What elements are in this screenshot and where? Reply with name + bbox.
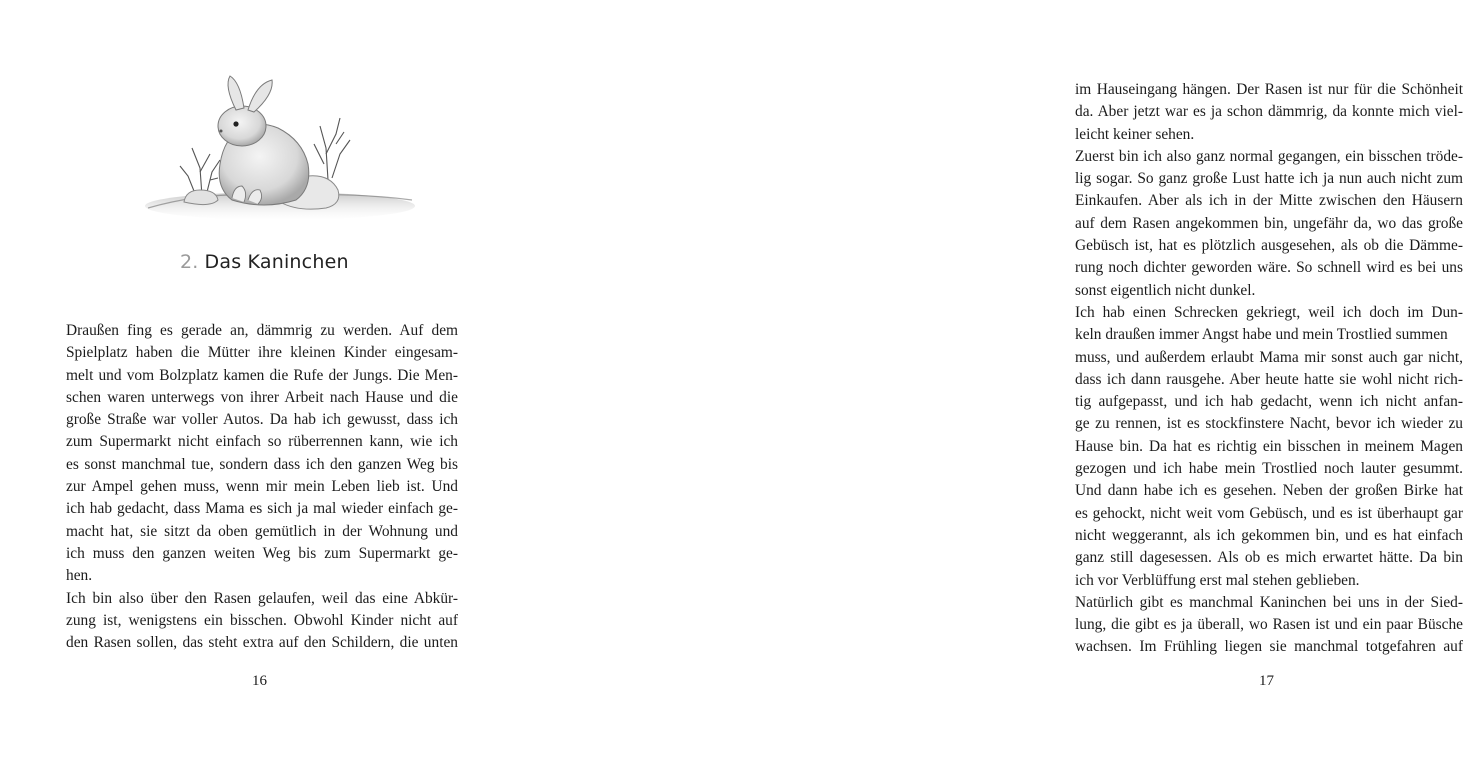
text-line: ich vor Verblüffung erst mal stehen geblieben. (1075, 571, 1360, 589)
text-line: rung noch dichter geworden wäre. So schnell wird es bei uns (1075, 259, 1463, 277)
text-line: große Straße war voller Autos. Da hab ich gewusst, dass ich (66, 411, 458, 429)
text-line: hen. (66, 567, 93, 585)
text-line: tig aufgepasst, und ich hab gedacht, wenn ich nicht anfan- (1075, 393, 1463, 411)
page-number-right: 17 (1259, 673, 1274, 689)
text-line: Draußen fing es gerade an, dämmrig zu werden. Auf dem (66, 322, 458, 339)
left-page-text (66, 320, 458, 654)
chapter-heading (180, 251, 349, 273)
chapter-title: Das Kaninchen (204, 251, 349, 273)
text-line: Gebüsch ist, hat es plötzlich ausgesehen, als ob die Dämme- (1075, 237, 1463, 255)
text-line: auf dem Rasen angekommen bin, ungefähr da, wo das große (1075, 214, 1463, 232)
text-line: Und dann habe ich es gesehen. Neben der großen Birke hat (1075, 482, 1463, 500)
text-line: lig sogar. So ganz große Lust hatte ich ja nun auch nicht zum (1075, 170, 1463, 188)
text-line: Ich bin also über den Rasen gelaufen, weil das eine Abkür- (66, 589, 458, 607)
text-line: macht hat, sie sitzt da oben gemütlich in der Wohnung und (66, 522, 458, 540)
text-line: schen waren unterwegs von ihrer Arbeit nach Hause und die (66, 388, 458, 406)
text-line: dass ich dann rausgehe. Aber heute hatte sie wohl nicht rich- (1075, 370, 1463, 388)
text-line: zur Ampel gehen muss, wenn mir mein Leben lieb ist. Und (66, 478, 458, 496)
right-page (510, 0, 1463, 775)
text-line: da. Aber jetzt war es ja schon dämmrig, da konnte mich viel- (1075, 103, 1463, 121)
text-line: zung ist, wenigstens ein bisschen. Obwohl Kinder nicht auf (66, 611, 458, 629)
rabbit-illustration-icon (140, 68, 420, 233)
text-line: gezogen und ich habe mein Trostlied noch lauter gesummt. (1075, 460, 1463, 478)
text-line: leicht keiner sehen. (1075, 125, 1195, 143)
text-line: wachsen. Im Frühling liegen sie manchmal totgefahren auf (1075, 638, 1463, 656)
text-line: es gehockt, nicht weit vom Gebüsch, und es ist überhaupt gar (1075, 504, 1463, 522)
text-line: keln draußen immer Angst habe und mein Trostlied summen (1075, 326, 1448, 344)
text-line: sonst eigentlich nicht dunkel. (1075, 281, 1256, 299)
text-line: Ich hab einen Schrecken gekriegt, weil ich doch im Dun- (1075, 303, 1463, 321)
text-line: ganz still dagesessen. Als ob es mich erwartet hätte. Da bin (1075, 549, 1463, 567)
text-line: muss, und außerdem erlaubt Mama mir sonst auch gar nicht, (1075, 348, 1463, 366)
text-line: Spielplatz haben die Mütter ihre kleinen Kinder eingesam- (66, 344, 458, 362)
chapter-number: 2. (180, 251, 199, 273)
text-line: im Hauseingang hängen. Der Rasen ist nur für die Schönheit (1075, 81, 1463, 98)
text-line: es sonst manchmal tue, sondern dass ich den ganzen Weg bis (66, 455, 458, 473)
text-line: ich muss den ganzen weiten Weg bis zum Supermarkt ge- (66, 544, 458, 562)
right-page-text (1075, 79, 1463, 659)
text-line: melt und vom Bolzplatz kamen die Rufe der Jungs. Die Men- (66, 366, 458, 384)
text-line: ich hab gedacht, dass Mama es sich ja mal wieder einfach ge- (66, 500, 458, 518)
text-line: lung, die gibt es ja überall, wo Rasen ist und ein paar Büsche (1075, 616, 1463, 634)
text-line: nicht weggerannt, als ich gekommen bin, und es hat einfach (1075, 526, 1463, 544)
text-line: ge zu rennen, ist es stockfinstere Nacht, bevor ich wieder zu (1075, 415, 1463, 433)
text-line: Zuerst bin ich also ganz normal gegangen, ein bisschen tröde- (1075, 147, 1463, 165)
text-line: Hause bin. Da hat es richtig ein bisschen in meinem Magen (1075, 437, 1463, 455)
text-line: Einkaufen. Aber als ich in der Mitte zwischen den Häusern (1075, 192, 1463, 210)
text-line: den Rasen sollen, das steht extra auf den Schildern, die unten (66, 634, 458, 652)
text-line: Natürlich gibt es manchmal Kaninchen bei uns in der Sied- (1075, 593, 1463, 611)
left-page (0, 0, 510, 775)
page-number-left: 16 (252, 673, 267, 689)
text-line: zum Supermarkt nicht einfach so rüberrennen kann, wie ich (66, 433, 458, 451)
